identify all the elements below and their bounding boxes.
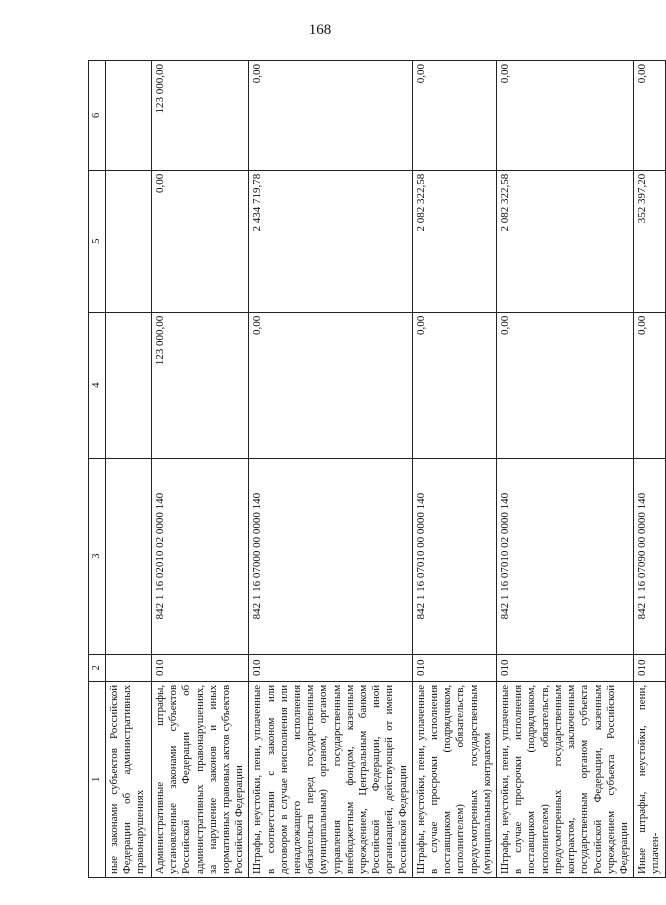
row-budget-code: 842 1 16 07000 00 0000 140 — [249, 458, 412, 654]
row-budget-code: 842 1 16 07010 00 0000 140 — [412, 458, 496, 654]
header-col-3: 3 — [89, 458, 106, 654]
row-description: Штрафы, неустойки, пени, уплаченные в случае просрочки исполнения поставщиком (подрядчиком, исполнителем) обязательств, предусмотренных государственным контрактом, заключенным государственным органом субъекта Российской Федерации, казенным учреждением субъекта Российской Федерации — [497, 681, 634, 877]
table-row — [634, 61, 665, 878]
row-budget-code — [106, 458, 152, 654]
table-header-row — [89, 61, 106, 878]
rotated-table-container — [88, 60, 662, 878]
page-number: 168 — [308, 22, 332, 38]
row-col4-value: 0,00 — [634, 312, 665, 458]
row-col4-value: 0,00 — [249, 312, 412, 458]
header-col-2: 2 — [89, 654, 106, 681]
table-row — [152, 61, 249, 878]
row-line-code: 010 — [249, 654, 412, 681]
row-col5-value: 2 434 719,78 — [249, 170, 412, 312]
row-col6-value: 0,00 — [497, 61, 634, 171]
row-col6-value — [106, 61, 152, 171]
header-col-1: 1 — [89, 681, 106, 877]
header-col-5: 5 — [89, 170, 106, 312]
row-line-code: 010 — [497, 654, 634, 681]
row-col6-value: 0,00 — [249, 61, 412, 171]
table-row — [106, 61, 152, 878]
row-budget-code: 842 1 16 02010 02 0000 140 — [152, 458, 249, 654]
row-col6-value: 123 000,00 — [152, 61, 249, 171]
row-col5-value: 2 082 322,58 — [412, 170, 496, 312]
row-description: ные законами субъектов Российской Федерации об административных правонарушениях — [106, 681, 152, 877]
row-budget-code: 842 1 16 07090 00 0000 140 — [634, 458, 665, 654]
table-row — [412, 61, 496, 878]
row-col6-value: 0,00 — [634, 61, 665, 171]
budget-revenue-table — [88, 60, 666, 878]
header-col-4: 4 — [89, 312, 106, 458]
table-row — [249, 61, 412, 878]
row-col5-value: 0,00 — [152, 170, 249, 312]
row-description: Штрафы, неустойки, пени, уплаченные в соответствии с законом или договором в случае неисполнения или ненадлежащего исполнения обязательств перед государственным (муниципальным) органом, органом управления государственным внебюджетным фондом, казенным учреждением, Центральным банком Российской Федерации, иной организацией, действующей от имени Российской Федерации — [249, 681, 412, 877]
row-col4-value: 0,00 — [412, 312, 496, 458]
row-description: Административные штрафы, установленные законами субъектов Российской Федерации об административных правонарушениях, за нарушение законов и иных нормативных правовых актов субъектов Российской Федерации — [152, 681, 249, 877]
row-col5-value: 352 397,20 — [634, 170, 665, 312]
table-row — [497, 61, 634, 878]
row-line-code — [106, 654, 152, 681]
row-col4-value: 0,00 — [497, 312, 634, 458]
row-col5-value: 2 082 322,58 — [497, 170, 634, 312]
row-col4-value: 123 000,00 — [152, 312, 249, 458]
row-line-code: 010 — [634, 654, 665, 681]
row-budget-code: 842 1 16 07010 02 0000 140 — [497, 458, 634, 654]
row-line-code: 010 — [152, 654, 249, 681]
header-col-6: 6 — [89, 61, 106, 171]
row-description: Штрафы, неустойки, пени, уплаченные в случае просрочки исполнения поставщиком (подрядчиком, исполнителем) обязательств, предусмотренных государственным (муниципальным) контрактом — [412, 681, 496, 877]
row-description: Иные штрафы, неустойки, пени, уплачен- — [634, 681, 665, 877]
row-col5-value — [106, 170, 152, 312]
row-line-code: 010 — [412, 654, 496, 681]
row-col6-value: 0,00 — [412, 61, 496, 171]
row-col4-value — [106, 312, 152, 458]
